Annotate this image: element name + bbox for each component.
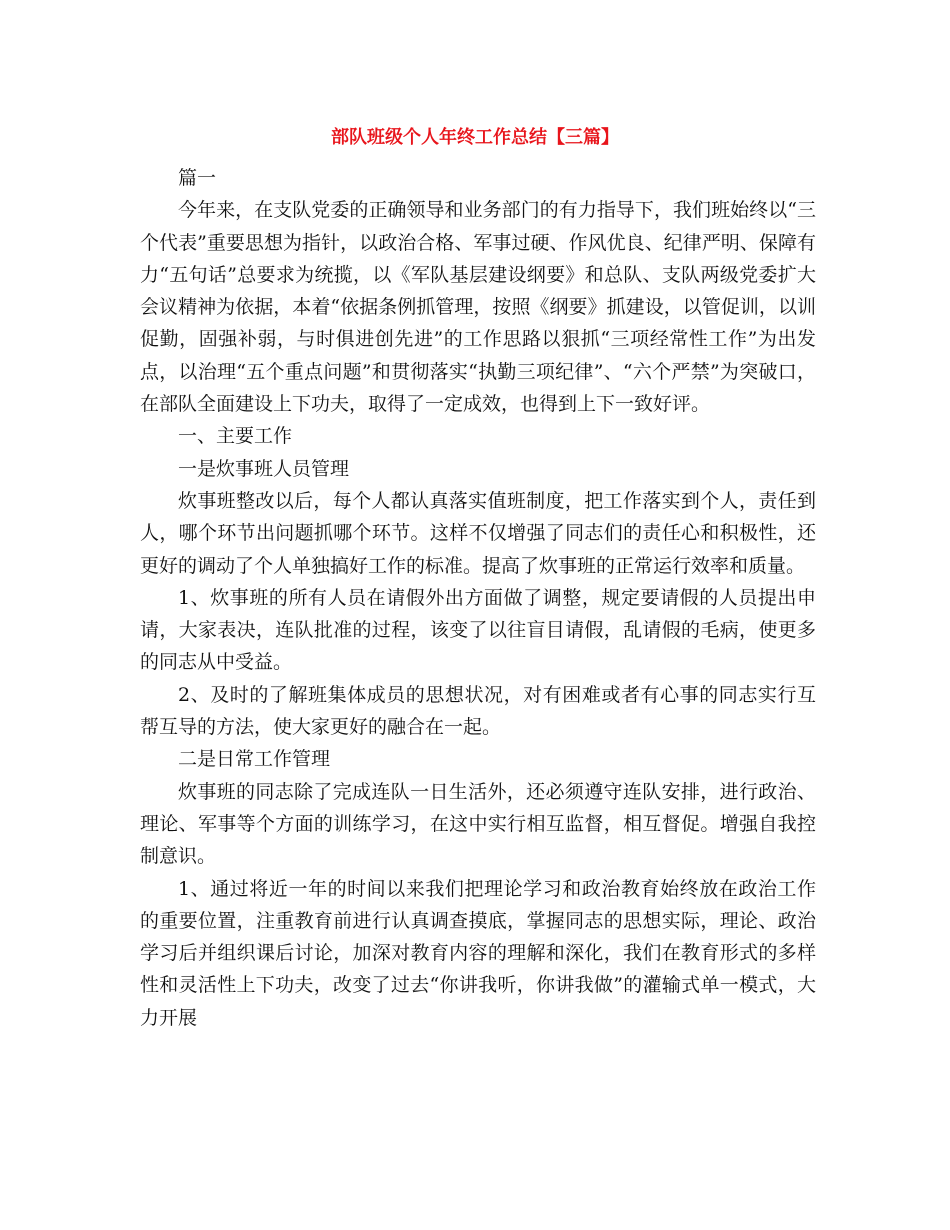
- subheading-kitchen-staff-management: 一是炊事班人员管理: [178, 457, 350, 480]
- paragraph-mutual-help: 2、及时的了解班集体成员的思想状况，对有困难或者有心事的同志实行互帮互导的方法，使大家更好的融合在一起。: [140, 683, 816, 739]
- document-title: 部队班级个人年终工作总结【三篇】: [331, 127, 619, 148]
- intro-paragraph: 今年来，在支队党委的正确领导和业务部门的有力指导下，我们班始终以“三个代表”重要思想为指针，以政治合格、军事过硬、作风优良、纪律严明、保障有力“五句话”总要求为统揽，以《军队基层建设纲要》和总队、支队两级党委扩大会议精神为依据，本着“依据条例抓管理，按照《纲要》抓建设，以管促训，以训促勤，固强补弱，与时俱进创先进”的工作思路以狠抓“三项经常性工作”为出发点，以治理“五个重点问题”和贯彻落实“执勤三项纪律”、“六个严禁”为突破口，在部队全面建设上下功夫，取得了一定成效，也得到上下一致好评。: [140, 199, 816, 416]
- document-body: [140, 162, 816, 1034]
- paragraph-kitchen-duty: 炊事班整改以后，每个人都认真落实值班制度，把工作落实到个人，责任到人，哪个环节出问题抓哪个环节。这样不仅增强了同志们的责任心和积极性，还更好的调动了个人单独搞好工作的标准。提高了炊事班的正常运行效率和质量。: [140, 489, 816, 577]
- subheading-daily-work-management: 二是日常工作管理: [178, 748, 331, 771]
- paragraph-leave-adjustment: 1、炊事班的所有人员在请假外出方面做了调整，规定要请假的人员提出申请，大家表决，连队批准的过程，该变了以往盲目请假，乱请假的毛病，使更多的同志从中受益。: [140, 586, 816, 674]
- section-heading-main-work: 一、主要工作: [178, 425, 293, 448]
- paragraph-daily-training: 炊事班的同志除了完成连队一日生活外，还必须遵守连队安排，进行政治、理论、军事等个方面的训练学习，在这中实行相互监督，相互督促。增强自我控制意识。: [140, 780, 816, 868]
- section-heading-part-one: 篇一: [178, 167, 217, 189]
- paragraph-political-education: 1、通过将近一年的时间以来我们把理论学习和政治教育始终放在政治工作的重要位置，注重教育前进行认真调查摸底，掌握同志的思想实际，理论、政治学习后并组织课后讨论，加深对教育内容的理解和深化，我们在教育形式的多样性和灵活性上下功夫，改变了过去“你讲我听，你讲我做”的灌输式单一模式，大力开展: [140, 877, 816, 1029]
